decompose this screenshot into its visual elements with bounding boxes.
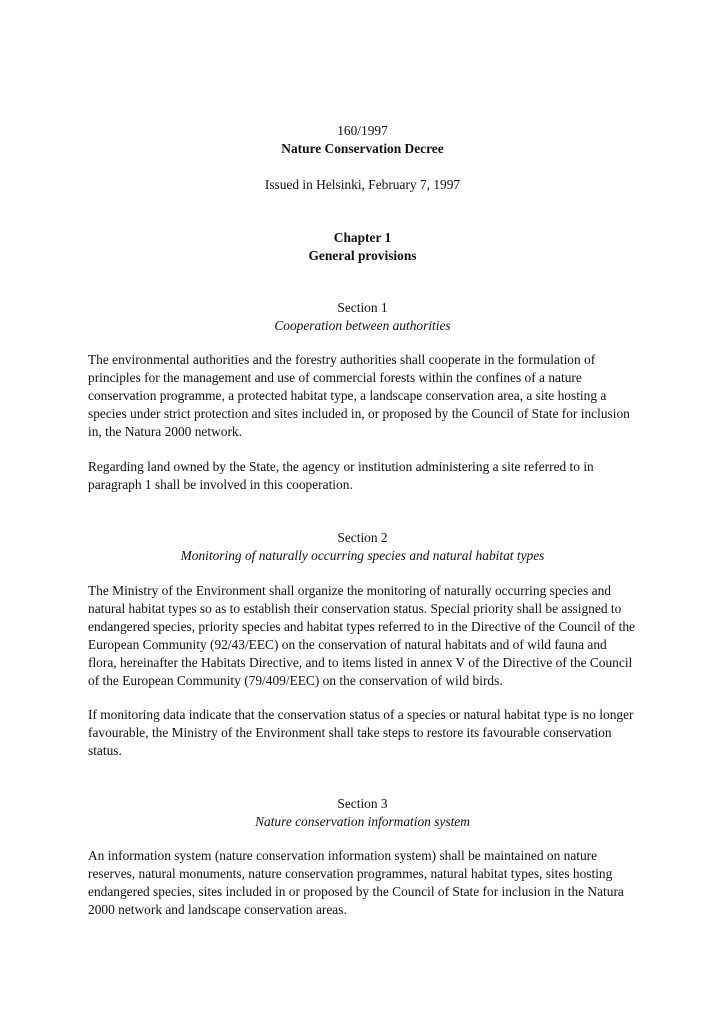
text-line: natural habitat types so as to establish their conservation status. Special priority shall be assigned to <box>88 601 622 616</box>
text-line: species under strict protection and sites included in, or proposed by the Council of State for inclusion <box>88 406 630 421</box>
text-line: conservation programme, a protected habitat type, a landscape conservation area, a site hosting a <box>88 388 607 403</box>
text-line: of the European Community (79/409/EEC) on the conservation of wild birds. <box>88 673 503 688</box>
decree-number: 160/1997 <box>337 123 388 138</box>
text-line: reserves, natural monuments, nature conservation programmes, natural habitat types, sites hosting <box>88 866 613 881</box>
section-3-paragraph-1 <box>88 847 638 919</box>
chapter-label: Chapter 1 <box>333 230 392 245</box>
text-line: principles for the management and use of commercial forests within the confines of a nature <box>88 370 582 385</box>
decree-title: Nature Conservation Decree <box>281 141 444 156</box>
section-1-label: Section 1 <box>337 300 388 315</box>
text-line: paragraph 1 shall be involved in this cooperation. <box>88 477 353 492</box>
text-line: in, the Natura 2000 network. <box>88 424 242 439</box>
text-line: 2000 network and landscape conservation areas. <box>88 902 347 917</box>
text-line: status. <box>88 743 122 758</box>
section-3-title: Nature conservation information system <box>255 814 470 829</box>
text-line: endangered species, sites included in or proposed by the Council of State for inclusion in the Natura <box>88 884 624 899</box>
text-line: The Ministry of the Environment shall organize the monitoring of naturally occurring species and <box>88 583 611 598</box>
section-3-label: Section 3 <box>337 796 388 811</box>
text-line: Regarding land owned by the State, the agency or institution administering a site referred to in <box>88 459 594 474</box>
chapter-title: General provisions <box>308 248 417 263</box>
text-line: European Community (92/43/EEC) on the conservation of natural habitats and of wild fauna and <box>88 637 607 652</box>
text-line: An information system (nature conservation information system) shall be maintained on nature <box>88 848 598 863</box>
text-line: The environmental authorities and the forestry authorities shall cooperate in the formulation of <box>88 352 596 367</box>
text-line: endangered species, priority species and habitat types referred to in the Directive of the Council of the <box>88 619 635 634</box>
text-line: favourable, the Ministry of the Environment shall take steps to restore its favourable conservation <box>88 725 612 740</box>
section-2-label: Section 2 <box>337 530 388 545</box>
section-2-title: Monitoring of naturally occurring species and natural habitat types <box>180 548 545 563</box>
section-2-paragraph-1 <box>88 582 638 690</box>
issued-line: Issued in Helsinki, February 7, 1997 <box>264 177 461 192</box>
section-2-paragraph-2 <box>88 706 638 760</box>
text-line: flora, hereinafter the Habitats Directive, and to items listed in annex V of the Directive of the Council <box>88 655 633 670</box>
section-1-paragraph-2 <box>88 458 638 494</box>
section-1-paragraph-1 <box>88 351 638 441</box>
text-line: If monitoring data indicate that the conservation status of a species or natural habitat type is no longer <box>88 707 634 722</box>
section-1-title: Cooperation between authorities <box>274 318 451 333</box>
